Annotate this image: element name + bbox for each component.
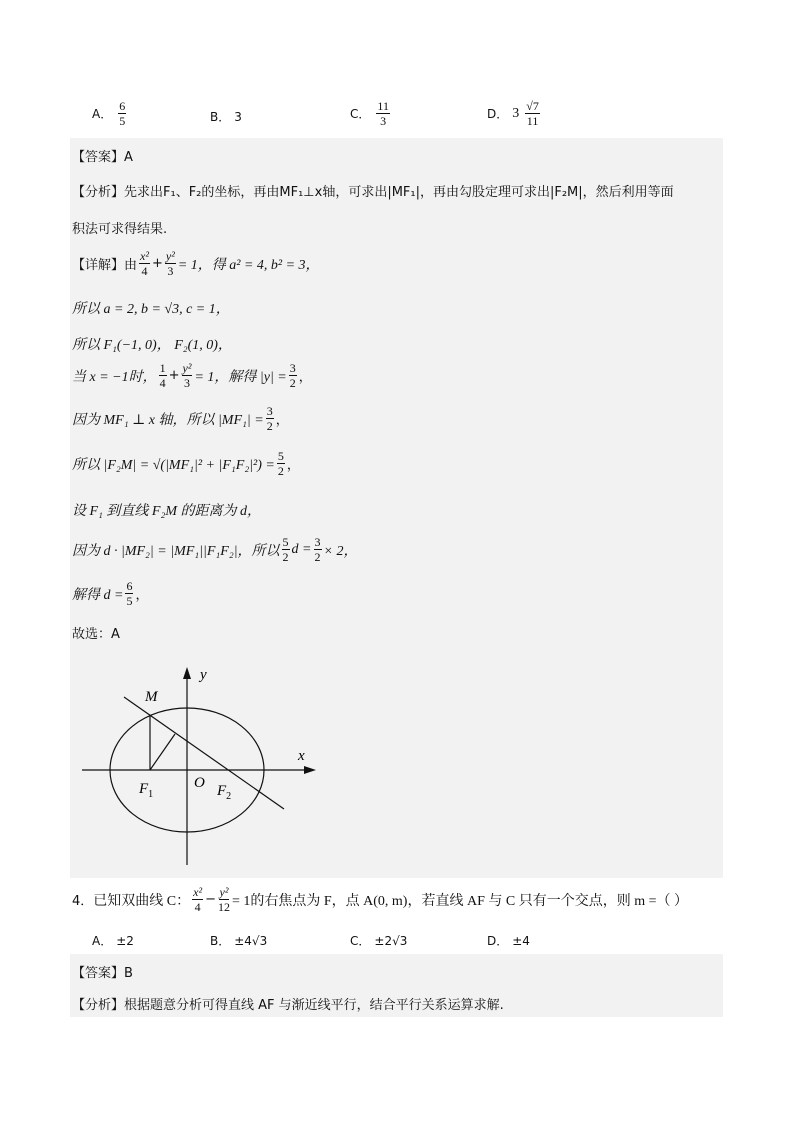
- option-c-fraction: $\frac{11}{3}$: [377, 99, 389, 128]
- detail-step-10: 故选：A: [72, 627, 120, 642]
- option-a-fraction: $\frac{6}{5}$: [119, 99, 126, 128]
- q4-option-a: A． ±2: [92, 933, 134, 948]
- answer-line-2: 【答案】B: [72, 966, 133, 981]
- detail-step-1: 【详解】 由 $\frac{\text{x²}}{4}$ + $\frac{\text{y²}}{3}$ = 1，得 a² = 4, b² = 3，: [72, 249, 320, 278]
- detail-step-2: 所以 a = 2, b = √3, c = 1，: [72, 302, 230, 317]
- fraction-x2-4-q4: $\frac{\text{x²}}{4}$: [193, 885, 203, 914]
- analysis2-line: 【分析】根据题意分析可得直线 AF 与渐近线平行，结合平行关系运算求解.: [72, 998, 504, 1013]
- detail-step-6: 所以 |F₂M| = √(|MF₁|² + |F₁F₂|²) = $\frac{5}{2}$ ，: [72, 449, 300, 478]
- question-4: 4． 已知双曲线 C： $\frac{\text{x²}}{4}$ − $\frac{\text{y²}}{12}$ = 1的右焦点为 F，点 A(0, m)，若直线 AF 与 C 只有一个交点，则 m =（ ）: [72, 885, 688, 914]
- fraction-3-2: $\frac{3}{2}$: [289, 361, 296, 390]
- q3-option-b: B． 3: [210, 109, 242, 124]
- label-o: O: [194, 775, 205, 791]
- q4-option-c: C． ±2√3: [350, 933, 408, 948]
- label-f1: $F_1$: [139, 781, 154, 800]
- analysis-line-1: 【分析】先求出F₁、F₂的坐标，再由MF₁⊥x轴，可求出|MF₁|，再由勾股定理可求出|F₂M|，然后利用等面: [72, 185, 674, 200]
- perpendicular-d: [150, 734, 175, 770]
- fraction-3-2c: $\frac{3}{2}$: [314, 535, 321, 564]
- detail-step-3: 所以 F₁(−1, 0)， F₂(1, 0)，: [72, 338, 232, 353]
- fraction-3-2b: $\frac{3}{2}$: [266, 404, 273, 433]
- x-axis-arrow: [304, 766, 316, 774]
- fraction-1-4: $\frac{1}{4}$: [159, 361, 166, 390]
- ellipse-figure: [78, 655, 328, 870]
- option-d-whole: 3: [512, 105, 520, 121]
- detail-step-5: 因为 MF₁ ⊥ x 轴，所以 |MF₁| = $\frac{3}{2}$ ，: [72, 404, 289, 433]
- q4-option-d: D． ±4: [487, 933, 530, 948]
- fraction-y2-12: $\frac{\text{y²}}{12}$: [217, 885, 230, 914]
- detail-step-9: 解得 d = $\frac{6}{5}$ ，: [72, 579, 149, 608]
- fraction-5-2: $\frac{5}{2}$: [277, 449, 284, 478]
- fraction-y2-3: $\frac{\text{y²}}{3}$: [165, 249, 175, 278]
- q3-option-a: A． $\frac{6}{5}$: [92, 99, 126, 128]
- detail-step-7: 设 F₁ 到直线 F₂M 的距离为 d，: [72, 504, 261, 519]
- detail-step-4: 当 x = −1时， $\frac{1}{4}$ + $\frac{\text{y²}}{3}$ = 1，解得 |y| = $\frac{3}{2}$ ，: [72, 361, 312, 390]
- detail-step-8: 因为 d · |MF₂| = |MF₁||F₁F₂|，所以 $\frac{5}{2}$ d = $\frac{3}{2}$ × 2，: [72, 535, 358, 564]
- label-m: M: [145, 689, 158, 705]
- fraction-x2-4: $\frac{\text{x²}}{4}$: [140, 249, 149, 278]
- analysis-line-2: 积法可求得结果.: [72, 222, 168, 237]
- fraction-5-2b: $\frac{5}{2}$: [282, 535, 289, 564]
- q3-option-c: C． $\frac{11}{3}$: [350, 99, 389, 128]
- fraction-y2-3b: $\frac{\text{y²}}{3}$: [182, 361, 192, 390]
- q3-option-d: D． 3 $\frac{√7}{11}$: [487, 99, 539, 128]
- q4-option-b: B． ±4√3: [210, 933, 268, 948]
- label-f2: $F_2$: [217, 783, 232, 802]
- label-y: y: [200, 667, 207, 683]
- answer-line: 【答案】A: [72, 150, 133, 165]
- fraction-6-5: $\frac{6}{5}$: [126, 579, 133, 608]
- y-axis-arrow: [183, 667, 191, 679]
- label-x: x: [298, 748, 305, 764]
- option-d-fraction: $\frac{√7}{11}$: [526, 99, 539, 128]
